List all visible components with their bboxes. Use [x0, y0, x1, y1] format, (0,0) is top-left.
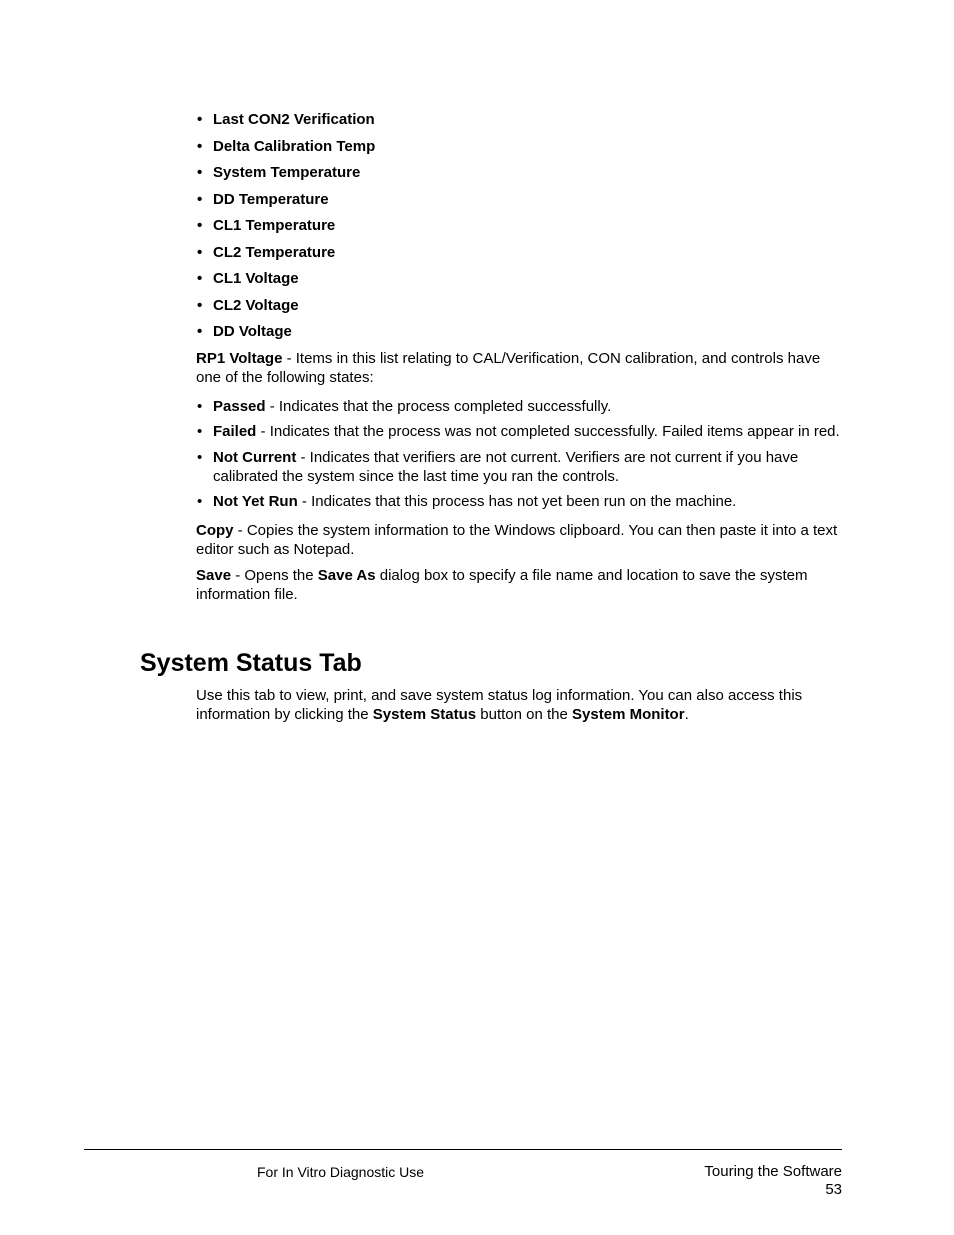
state-text: - Indicates that this process has not yet been run on the machine.	[297, 493, 737, 510]
state-text: - Indicates that the process was not completed successfully. Failed items appear in red.	[256, 423, 840, 440]
system-monitor-term: System Monitor	[572, 706, 685, 723]
list-item: • CL2 Temperature	[196, 243, 846, 262]
parameter-list	[196, 110, 846, 341]
list-item	[196, 422, 846, 441]
list-item	[196, 492, 846, 511]
list-item	[196, 397, 846, 416]
state-term: Not Current	[213, 448, 297, 466]
save-term: Save	[196, 567, 232, 584]
copy-term: Copy	[196, 522, 234, 539]
section-heading: System Status Tab	[140, 649, 362, 677]
main-content	[196, 110, 846, 611]
list-item: • Last CON2 Verification	[196, 110, 846, 129]
copy-text: - Copies the system information to the Windows clipboard. You can then paste it into a text editor such as Notepad.	[196, 522, 838, 558]
section-text: button on the	[476, 706, 573, 723]
rp1-term: RP1 Voltage	[196, 349, 283, 367]
list-item	[196, 448, 846, 486]
list-item: • System Temperature	[196, 163, 846, 182]
save-text: - Opens the	[231, 567, 318, 584]
save-text: dialog box to specify a file name and location to save the system information file.	[196, 567, 808, 603]
state-list	[196, 397, 846, 512]
list-item: • DD Temperature	[196, 190, 846, 209]
list-item: • Delta Calibration Temp	[196, 137, 846, 156]
system-status-term: System Status	[372, 706, 477, 723]
state-text: - Indicates that the process completed successfully.	[265, 397, 612, 415]
state-text: - Indicates that verifiers are not current. Verifiers are not current if you have calibrated the system since the last time you ran the controls.	[213, 448, 799, 485]
state-term: Not Yet Run	[213, 493, 298, 510]
save-as-term: Save As	[317, 567, 376, 584]
page-number: 53	[825, 1181, 842, 1198]
state-term: Failed	[213, 423, 257, 440]
list-item: • DD Voltage	[196, 322, 846, 341]
rp1-text: - Items in this list relating to CAL/Verification, CON calibration, and controls have one of the following states:	[196, 349, 821, 386]
list-item: • CL1 Voltage	[196, 269, 846, 288]
section-paragraph	[196, 686, 846, 724]
list-item: • CL2 Voltage	[196, 296, 846, 315]
section-text: Use this tab to view, print, and save system status log information. You can also access this information by clicking the	[196, 687, 803, 723]
chapter-title: Touring the Software	[704, 1163, 842, 1180]
rp1-paragraph	[196, 349, 846, 387]
footer-divider	[84, 1149, 842, 1150]
copy-paragraph	[196, 521, 846, 559]
section-text: .	[684, 706, 689, 723]
footer-disclaimer: For In Vitro Diagnostic Use	[257, 1164, 425, 1180]
footer-chapter	[704, 1163, 842, 1199]
save-paragraph	[196, 566, 846, 604]
state-term: Passed	[213, 397, 266, 415]
list-item: • CL1 Temperature	[196, 216, 846, 235]
